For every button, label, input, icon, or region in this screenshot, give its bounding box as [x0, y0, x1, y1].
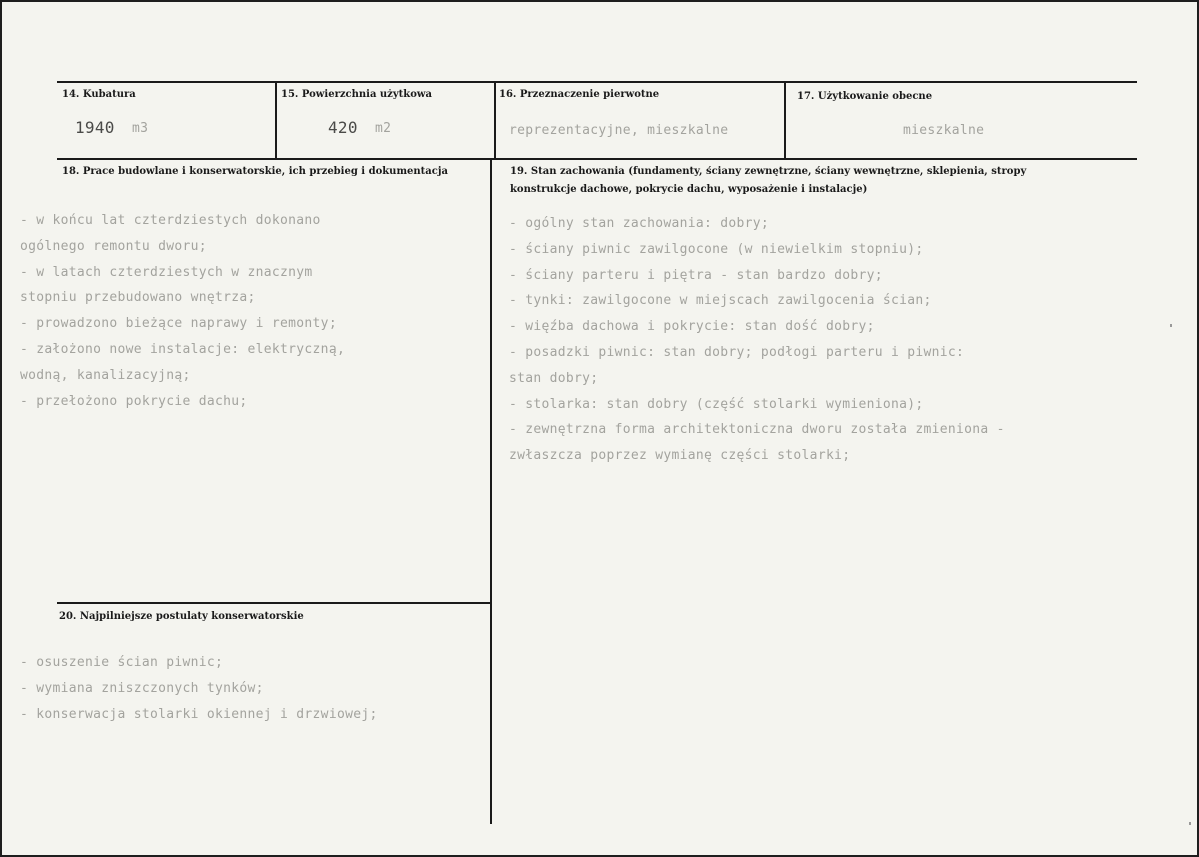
scan-speck: [1189, 822, 1191, 825]
prace-line: - założono nowe instalacje: elektryczną,: [20, 341, 346, 357]
powierzchnia-value: 420: [328, 118, 358, 137]
stan-line: - stolarka: stan dobry (część stolarki wymieniona);: [509, 396, 924, 412]
prace-line: - w końcu lat czterdziestych dokonano: [20, 213, 321, 228]
kubatura-unit: m3: [132, 121, 149, 136]
divider-14-15: [275, 82, 277, 159]
stan-line: - ściany parteru i piętra - stan bardzo dobry;: [509, 267, 883, 283]
stan-line: - tynki: zawilgocone w miejscach zawilgocenia ścian;: [509, 293, 932, 309]
prace-line: - w latach czterdziestych w znacznym: [20, 264, 313, 280]
uzytkowanie-value: mieszkalne: [903, 123, 985, 138]
kubatura-value: 1940: [75, 118, 115, 137]
postulaty-list: [20, 650, 378, 727]
prace-line: - prowadzono bieżące naprawy i remonty;: [20, 316, 337, 332]
stan-list: [509, 211, 1005, 469]
prace-line: stopniu przebudowano wnętrza;: [20, 290, 256, 306]
section-20-rule: [57, 602, 490, 604]
prace-list: [20, 208, 345, 414]
prace-label: 18. Prace budowlane i konserwatorskie, ich przebieg i dokumentacja: [62, 166, 448, 177]
divider-15-16: [494, 82, 496, 159]
prace-line: ogólnego remontu dworu;: [20, 238, 207, 254]
postulaty-label: 20. Najpilniejsze postulaty konserwatorskie: [59, 611, 304, 622]
stan-line: - więźba dachowa i pokrycie: stan dość dobry;: [509, 319, 875, 335]
powierzchnia-label: 15. Powierzchnia użytkowa: [281, 89, 432, 100]
powierzchnia-unit: m2: [375, 121, 392, 136]
divider-16-17: [784, 82, 786, 159]
prace-line: wodną, kanalizacyjną;: [20, 367, 191, 383]
main-vertical-divider: [490, 159, 492, 824]
prace-line: - przełożono pokrycie dachu;: [20, 393, 248, 409]
stan-line: - posadzki piwnic: stan dobry; podłogi parteru i piwnic:: [509, 344, 965, 360]
stan-line: zwłaszcza poprzez wymianę części stolarki;: [509, 448, 851, 464]
uzytkowanie-label: 17. Użytkowanie obecne: [797, 91, 933, 102]
stan-line: - ściany piwnic zawilgocone (w niewielkim stopniu);: [509, 241, 924, 257]
postulaty-line: - osuszenie ścian piwnic;: [20, 655, 224, 670]
stan-line: - ogólny stan zachowania: dobry;: [509, 216, 770, 231]
scan-speck: [1170, 324, 1172, 327]
przeznaczenie-label: 16. Przeznaczenie pierwotne: [499, 89, 660, 100]
stan-label-line-1: 19. Stan zachowania (fundamenty, ściany zewnętrzne, ściany wewnętrzne, sklepienia, stropy: [510, 166, 1027, 177]
postulaty-line: - wymiana zniszczonych tynków;: [20, 680, 264, 696]
postulaty-line: - konserwacja stolarki okiennej i drzwiowej;: [20, 706, 378, 722]
kubatura-label: 14. Kubatura: [62, 89, 136, 100]
top-rule: [57, 81, 1137, 83]
stan-label-line-2: konstrukcje dachowe, pokrycie dachu, wyposażenie i instalacje): [510, 184, 868, 195]
stan-line: stan dobry;: [509, 370, 599, 386]
przeznaczenie-value: reprezentacyjne, mieszkalne: [509, 123, 729, 138]
second-rule: [57, 158, 1137, 160]
stan-line: - zewnętrzna forma architektoniczna dworu została zmieniona -: [509, 422, 1005, 438]
